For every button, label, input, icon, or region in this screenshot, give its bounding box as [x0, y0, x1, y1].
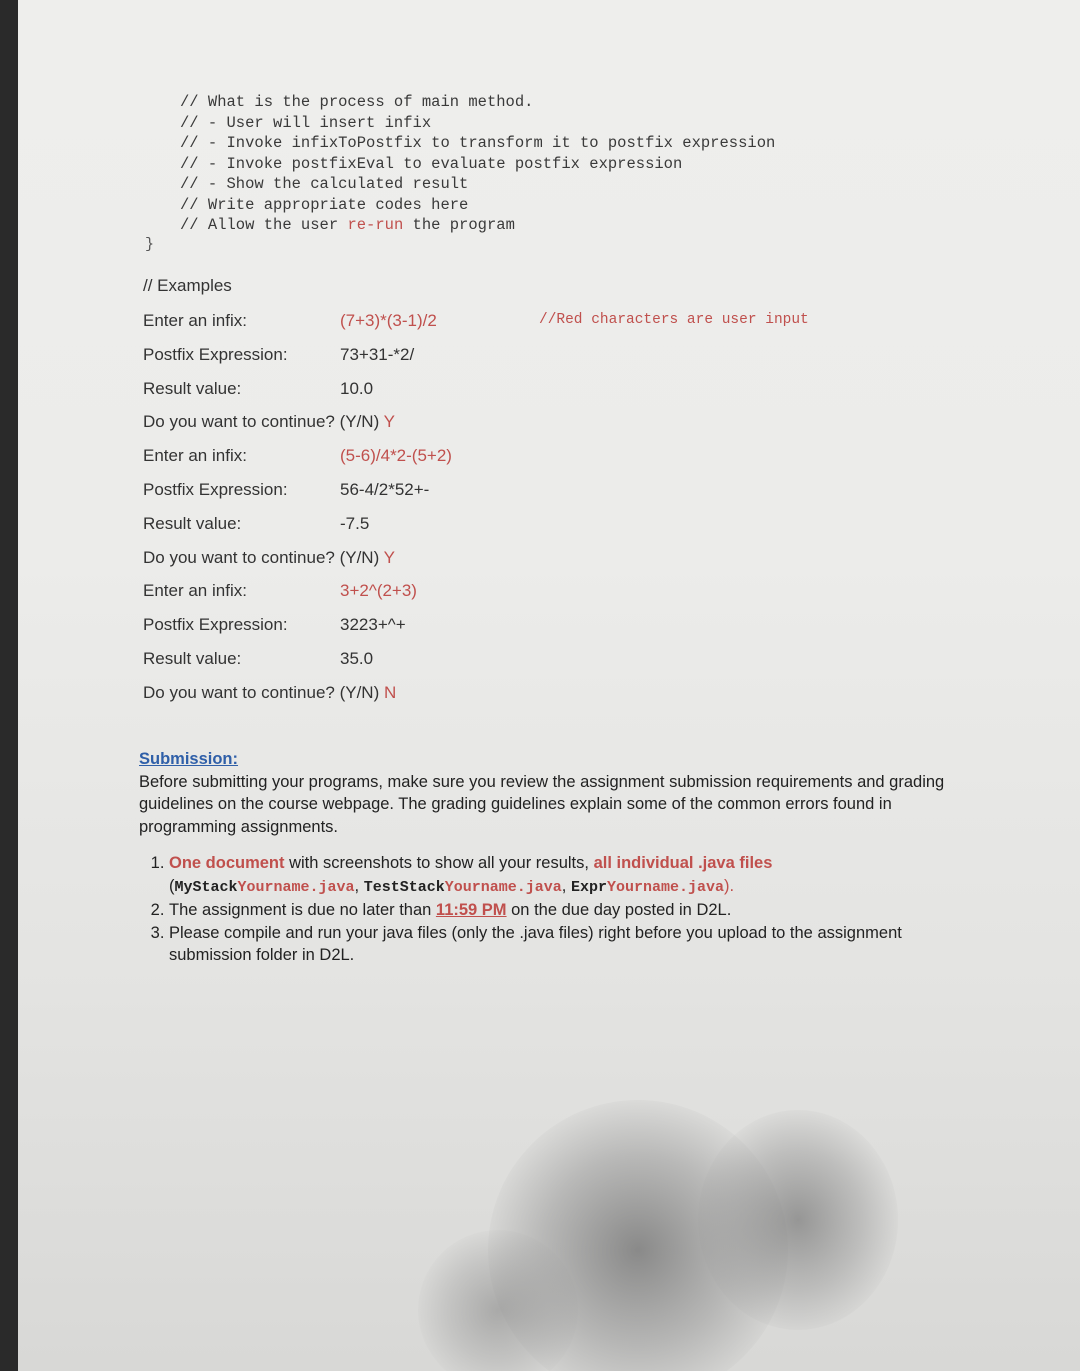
code-line: // Write appropriate codes here	[180, 195, 469, 214]
postfix-output: 56-4/2*52+-	[340, 479, 430, 499]
code-line: // - Invoke infixToPostfix to transform it to postfix expression	[180, 134, 776, 152]
result-output: 10.0	[340, 378, 374, 398]
submission-section	[139, 748, 949, 967]
postfix-label: Postfix Expression:	[143, 479, 288, 499]
examples-heading: // Examples	[143, 276, 232, 295]
infix-row	[143, 439, 923, 473]
postfix-output: 3223+^+	[340, 615, 406, 635]
postfix-label: Postfix Expression:	[143, 344, 288, 364]
continue-answer: N	[383, 682, 397, 702]
result-output: 35.0	[340, 648, 374, 668]
submission-requirements-list	[139, 852, 949, 967]
code-line: // - Invoke postfixEval to evaluate postfix expression	[180, 154, 683, 173]
list-item: 1. One document with screenshots to show all your results, all individual .java files (MyStackYourname.java, TestStackYourname.java, ExprYourname.java).	[169, 852, 949, 899]
continue-prompt: Do you want to continue? (Y/N) Y	[143, 547, 395, 567]
continue-answer: Y	[383, 547, 395, 567]
infix-input: (5-6)/4*2-(5+2)	[340, 446, 452, 466]
list-item: 3. Please compile and run your java files (only the .java files) right before you upload to the assignment submission folder in D2L.	[169, 922, 949, 967]
continue-prompt: Do you want to continue? (Y/N) N	[143, 682, 397, 702]
code-comment-block	[180, 92, 775, 236]
postfix-row	[143, 608, 923, 642]
continue-row	[143, 405, 923, 439]
closing-brace: }	[145, 236, 155, 253]
continue-answer: Y	[383, 412, 395, 432]
continue-prompt: Do you want to continue? (Y/N) Y	[143, 412, 395, 432]
infix-input: (7+3)*(3-1)/2	[340, 311, 437, 330]
code-line-rerun: // Allow the user re-run the program	[180, 216, 515, 234]
code-line: // What is the process of main method.	[180, 93, 534, 111]
infix-row	[143, 574, 923, 608]
code-line: // - User will insert infix	[180, 113, 432, 132]
java-filename: MyStackYourname.java	[174, 878, 355, 896]
submission-title: Submission:	[139, 750, 239, 768]
result-row	[143, 372, 923, 406]
infix-label: Enter an infix:	[143, 446, 247, 466]
java-filename: TestStackYourname.java	[363, 878, 562, 896]
postfix-row	[143, 473, 923, 507]
result-label: Result value:	[143, 648, 242, 668]
continue-row	[143, 541, 923, 575]
result-row	[143, 507, 923, 541]
postfix-output: 73+31-*2/	[340, 344, 415, 364]
user-input-note: //Red characters are user input	[539, 312, 809, 328]
postfix-row	[143, 338, 923, 372]
continue-row	[143, 676, 923, 710]
list-item: 2. The assignment is due no later than 11:59 PM on the due day posted in D2L.	[169, 899, 949, 922]
paper-smudge	[698, 1110, 898, 1330]
submission-intro: Before submitting your programs, make sure you review the assignment submission requirements and grading guidelines on the course webpage. The grading guidelines explain some of the common errors found in programming assignments.	[139, 772, 945, 836]
java-filename: ExprYourname.java	[570, 878, 724, 896]
code-line: // - Show the calculated result	[180, 175, 469, 193]
postfix-label: Postfix Expression:	[143, 615, 288, 635]
result-output: -7.5	[340, 513, 370, 533]
paper-sheet	[18, 0, 1080, 1371]
result-label: Result value:	[143, 513, 242, 533]
infix-label: Enter an infix:	[143, 581, 247, 601]
result-label: Result value:	[143, 378, 242, 398]
due-time: 11:59 PM	[435, 901, 507, 919]
result-row	[143, 642, 923, 676]
infix-label: Enter an infix:	[143, 311, 247, 330]
infix-input: 3+2^(2+3)	[340, 581, 417, 601]
infix-row	[143, 304, 923, 338]
examples-section	[143, 274, 923, 710]
